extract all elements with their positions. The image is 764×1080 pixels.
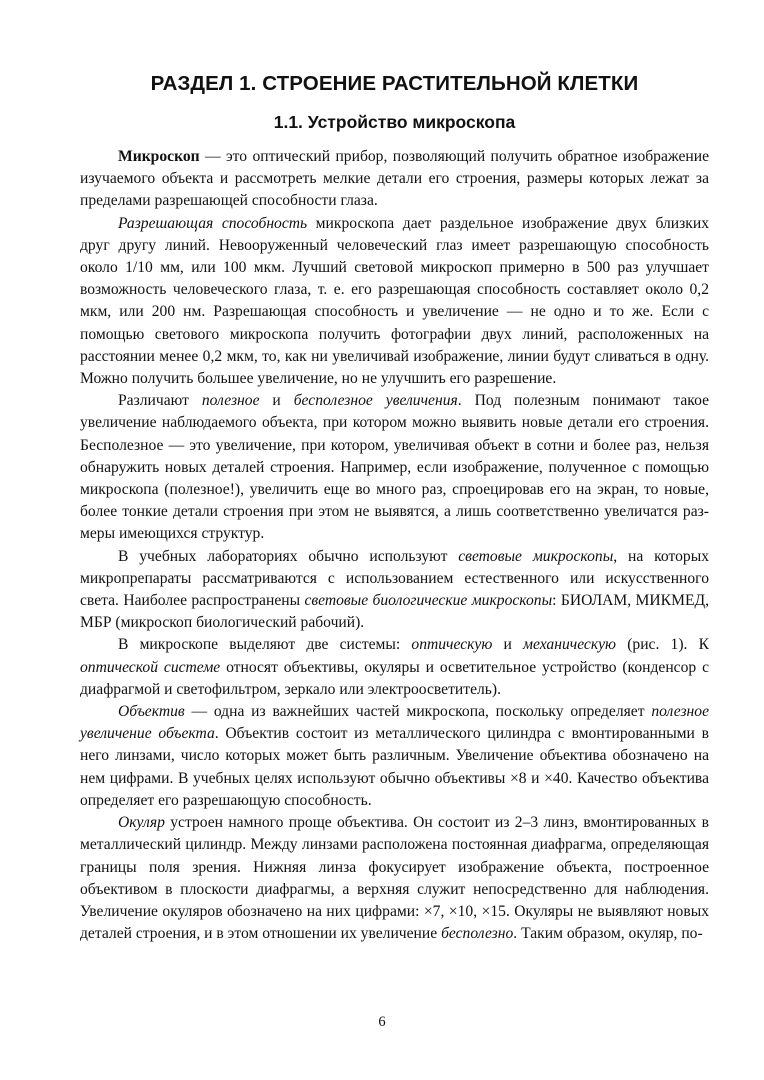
italic-term: бесполезно <box>441 925 514 943</box>
text-run: , на которых микропрепараты рассматриваются с использованием естественного или искусственного света. Наиболее распространены <box>80 547 710 610</box>
page-number: 6 <box>378 1014 386 1030</box>
text-run: . Объектив состоит из металлического цилиндра с вмонтированными в него линзами, число которых может быть различным. Увеличение объектива обозначено на нем цифрами. В учебных целях используют обычно объективы ×8 и ×40. Качество объектива определяет его разрешающую способность. <box>80 725 709 809</box>
section-title: РАЗДЕЛ 1. СТРОЕНИЕ РАСТИТЕЛЬНОЙ КЛЕТКИ <box>150 72 639 95</box>
italic-term: световые биологические микроскопы <box>304 592 553 610</box>
text-run: микроскопа дает раздельное изображение двух близких друг другу линий. Невооруженный человеческий глаз имеет разрешающую способность около 1/10 мм, или 100 мкм. Лучший световой микроскоп примерно в 500 раз улучшает возможность человеческого глаза, т. е. его разрешающая способность составляет около 0,2 мкм, или 200 нм. Разрешающая способность и увеличение — не одно и то же. Если с помощью светового микроскопа получить фотографии двух линий, расположенных на расстоянии менее 0,2 мкм, то, как ни увеличивай изображение, линии будут сливаться в одну. Можно получить большее увеличение, но не улучшить его разрешение. <box>80 214 709 388</box>
text-run: относят объективы, окуляры и осветительное устройство (конденсор с диафрагмой и светофильтром, зеркало или электроосветитель). <box>80 658 709 698</box>
text-run: : БИОЛАМ, МИКМЕД, МБР (микроскоп биологический рабочий). <box>80 592 709 632</box>
text-run: — это оптический прибор, позволяющий получить обратное изображение изучаемого объекта и рассмотреть мелкие детали его строения, размеры которых лежат за пределами разрешающей способности глаза. <box>80 148 709 210</box>
text-run: и <box>492 636 524 654</box>
italic-term: Разрешающая способность <box>118 214 308 232</box>
paragraph <box>80 546 709 635</box>
italic-term: Окуляр <box>118 814 165 832</box>
text-run: . Под полезным понимают такое увеличение наблюдаемого объекта, при котором можно выявить новые детали его строения. Бесполезное — это увеличение, при котором, увеличивая объект в сотни и более раз, нельзя обнаружить новых деталей строения. Например, если изображение, полученное с помощью микроскопа (полезное!), увеличить еще во много раз, спроецировав его на экран, то новые, более тонкие детали строения при этом не выявятся, а лишь соответственно увеличатся размеры имеющихся структур. <box>80 392 709 543</box>
body-text <box>80 146 709 945</box>
text-run: и <box>259 392 294 410</box>
bold-term: Микроскоп <box>118 148 200 165</box>
italic-term: Объектив <box>118 703 185 721</box>
italic-term: световые микроскопы <box>458 547 614 565</box>
italic-term: полезное <box>201 392 260 410</box>
paragraph <box>80 146 709 213</box>
italic-term: полезное увеличение объекта <box>80 703 709 743</box>
subsection-title: 1.1. Устройство микроскопа <box>273 112 516 132</box>
text-run: — одна из важнейших частей микроскопа, поскольку определяет <box>184 703 652 721</box>
text-run: (рис. 1). К <box>616 636 709 654</box>
paragraph <box>80 634 709 701</box>
italic-term: бесполезное увеличения <box>293 392 458 410</box>
paragraph <box>80 390 709 545</box>
text-run: В микроскопе выделяют две системы: <box>118 636 412 654</box>
text-run: устроен намного проще объектива. Он состоит из 2–3 линз, вмонтированных в металлический цилиндр. Между линзами расположена постоянная диафрагма, определяющая границы поля зрения. Нижняя линза фокусирует изображение объекта, построенное объективом в плоскости диафрагмы, а верхняя служит непосредственно для наблюдения. Увеличение окуляров обозначено на них цифрами: ×7, ×10, ×15. Окуляры не выявляют новых деталей строения, и в этом отношении их увеличение <box>80 814 709 943</box>
italic-term: механическую <box>523 636 617 654</box>
italic-term: оптическую <box>411 636 493 654</box>
italic-term: оптической системе <box>80 658 221 676</box>
paragraph <box>80 812 709 945</box>
text-run: В учебных лабораториях обычно используют <box>118 547 459 565</box>
paragraph <box>80 213 709 391</box>
text-run: Различают <box>118 392 202 410</box>
paragraph <box>80 701 709 812</box>
text-run: . Таким образом, окуляр, по- <box>513 925 703 943</box>
